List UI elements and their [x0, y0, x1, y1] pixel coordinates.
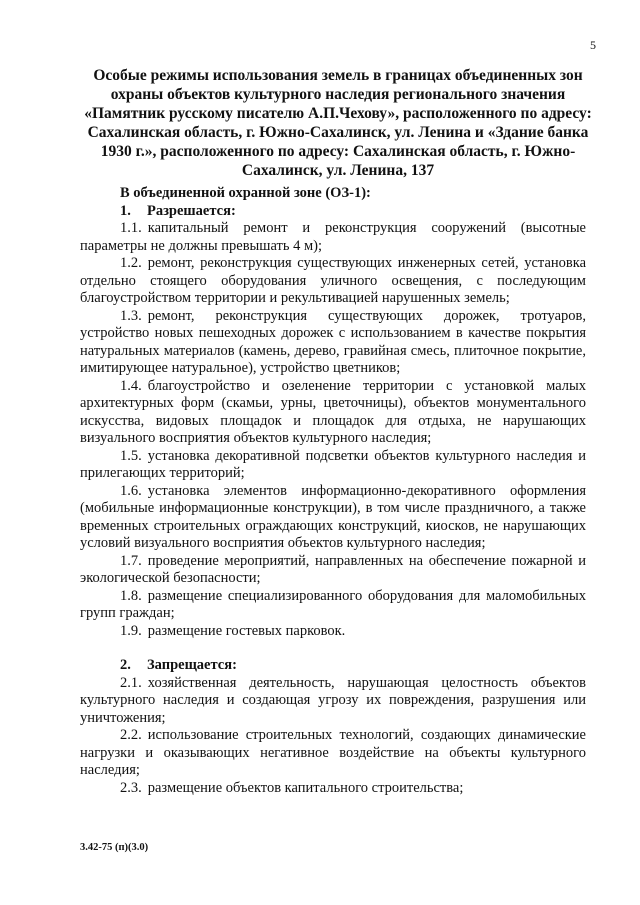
item-number: 1.1.	[120, 220, 142, 236]
item-number: 1.2.	[120, 255, 142, 271]
item-number: 1.9.	[120, 622, 142, 639]
list-item	[80, 448, 586, 483]
document-code: 3.42-75 (п)(3.0)	[80, 842, 149, 853]
list-item	[80, 727, 586, 780]
section-number: 1.	[120, 202, 131, 219]
list-item	[80, 220, 586, 255]
list-item	[80, 483, 586, 553]
item-text: проведение мероприятий, направленных на обеспечение пожарной и экологической безопасности;	[80, 552, 586, 586]
section-title: Разрешается:	[147, 202, 236, 219]
item-text: ремонт, реконструкция существующих инженерных сетей, установка отдельно стоящего оборудования уличного освещения, с последующим благоустройством территории и рекультивацией нарушенных земель;	[80, 255, 586, 306]
item-text: размещение объектов капитального строительства;	[147, 779, 464, 796]
list-item	[80, 588, 586, 623]
document-title: Особые режимы использования земель в границах объединенных зон охраны объектов культурного наследия регионального значения «Памятник русскому писателю А.П.Чехову», расположенного по адресу: Сахалинская область, г. Южно-Сахалинск, ул. Ленина и «Здание банка 1930 г.», расположенного по адресу: Сахалинская область, г. Южно-Сахалинск, ул. Ленина, 137	[84, 67, 592, 179]
item-text: установка элементов информационно-декоративного оформления (мобильные информационные конструкции), в том числе праздничного, а также временных строительных ограждающих конструкций, киосков, не нарушающих условий визуального восприятия объектов культурного наследия;	[80, 482, 586, 551]
item-text: размещение гостевых парковок.	[147, 622, 346, 639]
item-text: размещение специализированного оборудования для маломобильных групп граждан;	[80, 587, 586, 621]
document-body	[80, 185, 586, 797]
list-item	[80, 623, 586, 641]
item-number: 1.8.	[120, 587, 142, 604]
section-heading-allowed	[80, 203, 586, 221]
section-title: Запрещается:	[147, 657, 237, 673]
list-item	[80, 308, 586, 378]
item-number: 2.1.	[120, 674, 142, 691]
item-number: 1.7.	[120, 552, 142, 569]
section-number: 2.	[120, 657, 131, 673]
page-number: 5	[590, 38, 596, 52]
list-item	[80, 378, 586, 448]
item-text: капитальный ремонт и реконструкция сооружений (высотные параметры не должны превышать 4 м);	[80, 220, 586, 254]
list-item	[80, 553, 586, 588]
item-text: благоустройство и озеленение территории с установкой малых архитектурных форм (скамьи, урны, цветочницы), объектов монументального искусства, видовых площадок и площадок для отдыха, не нарушающих визуального восприятия объектов культурного наследия;	[80, 377, 586, 446]
item-number: 2.3.	[120, 779, 142, 796]
list-item	[80, 255, 586, 308]
item-number: 1.6.	[120, 482, 142, 499]
list-item	[80, 780, 586, 798]
section-heading-prohibited	[80, 657, 586, 675]
item-number: 1.3.	[120, 307, 142, 324]
item-text: ремонт, реконструкция существующих дорожек, тротуаров, устройство новых пешеходных дорожек с использованием в качестве покрытия натуральных материалов (камень, дерево, гравийная смесь, плиточное покрытие, имитирующее натуральное), устройство цветников;	[80, 307, 586, 376]
item-number: 2.2.	[120, 727, 142, 743]
item-number: 1.5.	[120, 447, 142, 464]
item-text: хозяйственная деятельность, нарушающая целостность объектов культурного наследия и создающая угрозу их повреждения, разрушения или уничтожения;	[80, 674, 586, 726]
list-item	[80, 675, 586, 728]
zone-heading: В объединенной охранной зоне (ОЗ-1):	[120, 185, 371, 201]
item-number: 1.4.	[120, 377, 142, 394]
item-text: установка декоративной подсветки объектов культурного наследия и прилегающих территорий;	[80, 447, 586, 481]
item-text: использование строительных технологий, создающих динамические нагрузки и оказывающих негативное воздействие на объекты культурного наследия;	[80, 727, 586, 778]
